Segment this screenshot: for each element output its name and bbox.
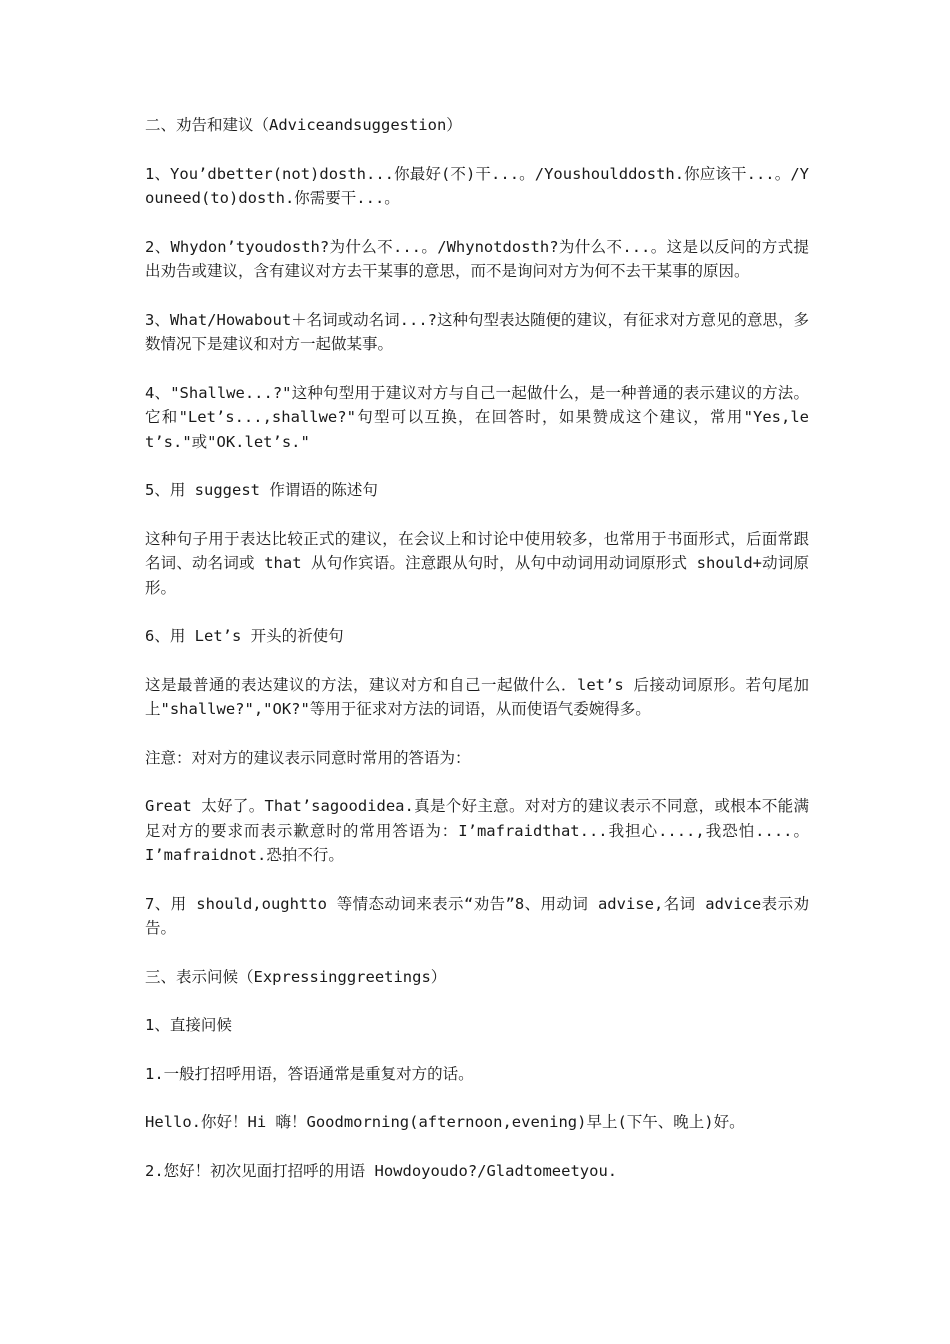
paragraph-note: 注意：对对方的建议表示同意时常用的答语为： bbox=[145, 748, 471, 767]
paragraph-advice-5-body: 这种句子用于表达比较正式的建议，在会议上和讨论中使用较多，也常用于书面形式，后面常跟名词、动名词或 that 从句作宾语。注意跟从句时，从句中动词用动词原形式 should+动词原形。 bbox=[145, 529, 809, 597]
paragraph-greetings-hello: Hello.你好！Hi 嗨！Goodmorning(afternoon,evening)早上(下午、晚上)好。 bbox=[145, 1113, 745, 1131]
paragraph-advice-1: 1、You’dbetter(not)dosth...你最好(不)干...。/Youshoulddosth.你应该干...。/Youneed(to)dosth.你需要干...。 bbox=[145, 164, 809, 207]
paragraph-advice-7-8: 7、用 should,oughtto 等情态动词来表示“劝告”8、用动词 advise,名词 advice表示劝告。 bbox=[145, 894, 809, 937]
document-body bbox=[145, 113, 809, 1207]
paragraph-advice-6-heading: 6、用 Let’s 开头的祈使句 bbox=[145, 627, 344, 645]
paragraph-greetings-1-heading: 1、直接问候 bbox=[145, 1016, 232, 1034]
section-heading-advice: 二、劝告和建议（Adviceandsuggestion） bbox=[145, 116, 462, 134]
paragraph-advice-5-heading: 5、用 suggest 作谓语的陈述句 bbox=[145, 481, 378, 499]
paragraph-advice-6-body: 这是最普通的表达建议的方法，建议对方和自己一起做什么．let’s 后接动词原形。若句尾加上"shallwe?","OK?"等用于征求对方法的词语，从而使语气委婉得多。 bbox=[145, 675, 809, 718]
paragraph-advice-3: 3、What/Howabout＋名词或动名词...?这种句型表达随便的建议，有征求对方意见的意思，多数情况下是建议和对方一起做某事。 bbox=[145, 310, 809, 353]
paragraph-greetings-1-1: 1.一般打招呼用语，答语通常是重复对方的话。 bbox=[145, 1064, 474, 1083]
section-heading-greetings: 三、表示问候（Expressinggreetings） bbox=[145, 967, 447, 986]
paragraph-greetings-1-2: 2.您好！初次见面打招呼的用语 Howdoyoudo?/Gladtomeetyou. bbox=[145, 1161, 618, 1180]
paragraph-advice-2: 2、Whydon’tyoudosth?为什么不...。/Whynotdosth?为什么不...。这是以反问的方式提出劝告或建议，含有建议对方去干某事的意思，而不是询问对方为何不去干某事的原因。 bbox=[145, 237, 809, 280]
paragraph-responses: Great 太好了。That’sagoodidea.真是个好主意。对对方的建议表示不同意，或根本不能满足对方的要求而表示歉意时的常用答语为：I’mafraidthat...我担心....,我恐怕....。I’mafraidnot.恐拍不行。 bbox=[145, 797, 809, 864]
paragraph-advice-4: 4、"Shallwe...?"这种句型用于建议对方与自己一起做什么，是一种普通的表示建议的方法。它和"Let’s...,shallwe?"句型可以互换，在回答时，如果赞成这个建议，常用"Yes,let’s."或"OK.let’s." bbox=[145, 383, 809, 451]
